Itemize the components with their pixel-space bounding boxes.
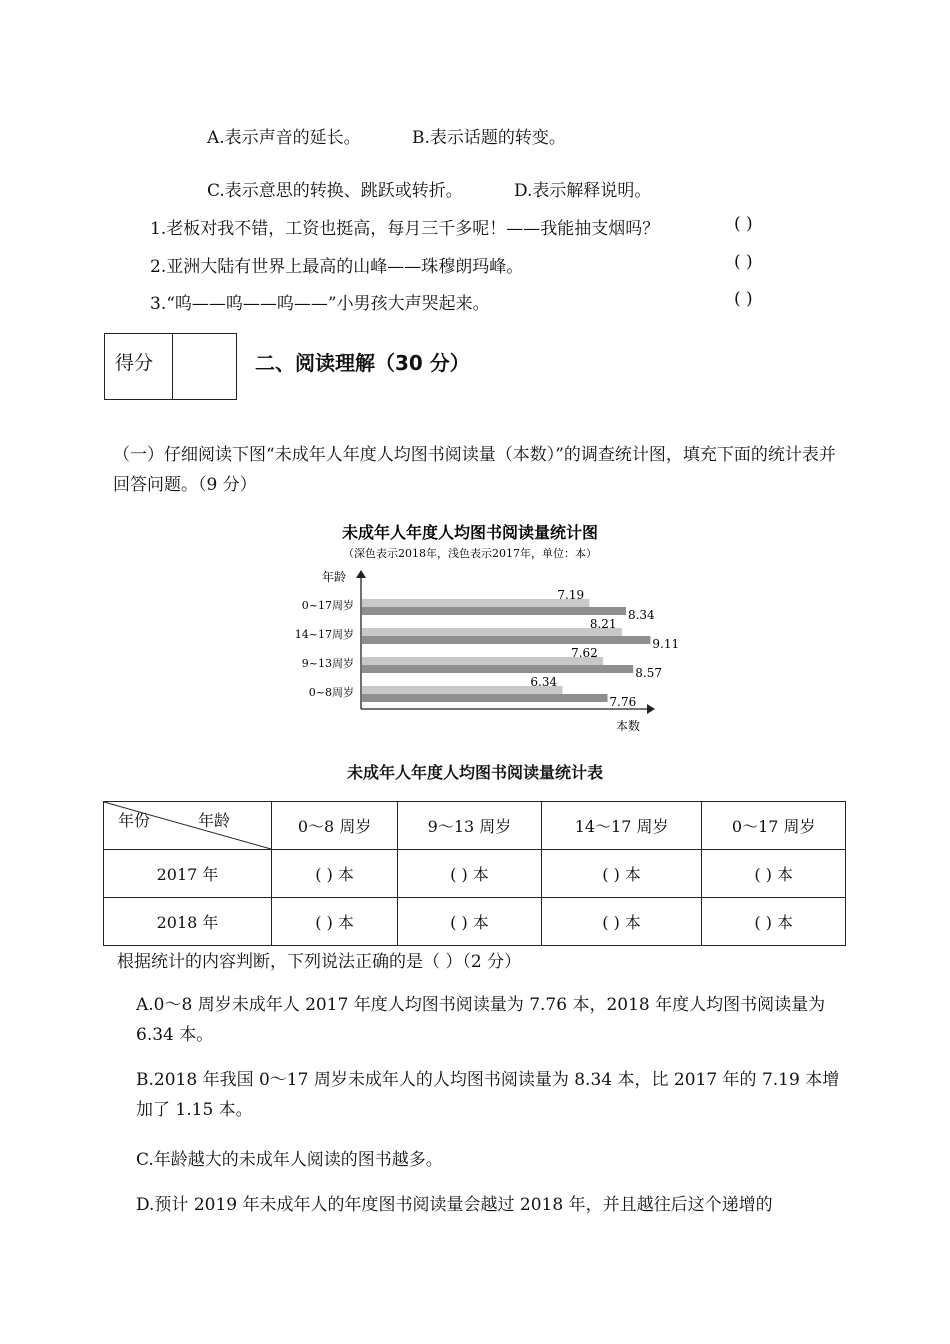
- bar-value-label: 6.34: [530, 675, 558, 689]
- chart-subtitle: （深色表示2018年，浅色表示2017年，单位：本）: [343, 547, 597, 560]
- option-d: D.表示解释说明。: [514, 181, 652, 201]
- judge-question: 根据统计的内容判断，下列说法正确的是（ ）（2 分）: [117, 952, 522, 972]
- column-header: 14～17 周岁: [541, 802, 702, 850]
- bar-2018-1: [362, 636, 650, 644]
- bar-value-label: 7.62: [571, 646, 598, 660]
- chart-y-label: 年龄: [322, 570, 347, 584]
- fill-blank-cell[interactable]: ( ) 本: [702, 850, 846, 898]
- fill-blank-cell[interactable]: ( ) 本: [272, 898, 398, 946]
- reading-chart: [270, 512, 680, 740]
- stats-table: [103, 801, 846, 946]
- column-header: 9～13 周岁: [398, 802, 542, 850]
- bar-value-label: 8.57: [635, 666, 662, 680]
- bar-value-label: 9.11: [652, 637, 680, 651]
- bar-2017-1: [362, 628, 622, 636]
- chart-x-label: 本数: [616, 719, 641, 733]
- fill-blank-cell[interactable]: ( ) 本: [398, 898, 542, 946]
- bar-2018-2: [362, 665, 633, 673]
- question-2-blank[interactable]: ( ): [734, 252, 753, 272]
- fill-blank-cell[interactable]: ( ) 本: [702, 898, 846, 946]
- category-label: 0~17周岁: [301, 599, 354, 612]
- bar-2018-0: [362, 607, 626, 615]
- table-row: [104, 898, 846, 946]
- question-3: 3.“呜——呜——呜——”小男孩大声哭起来。: [150, 294, 490, 314]
- row-year: 2018 年: [104, 898, 272, 946]
- score-divider: [172, 334, 173, 399]
- score-box: [104, 333, 237, 400]
- table-row: [104, 850, 846, 898]
- reading-intro: （一）仔细阅读下图“未成年人年度人均图书阅读量（本数）”的调查统计图，填充下面的统计表并回答问题。（9 分）: [113, 445, 836, 495]
- bar-2017-0: [362, 599, 589, 607]
- question-2: 2.亚洲大陆有世界上最高的山峰——珠穆朗玛峰。: [150, 257, 524, 277]
- bar-value-label: 8.21: [589, 617, 617, 631]
- choice-b[interactable]: B.2018 年我国 0～17 周岁未成年人的人均图书阅读量为 8.34 本，比 2017 年的 7.19 本增加了 1.15 本。: [136, 1070, 840, 1120]
- category-label: 9~13周岁: [301, 657, 354, 670]
- row-year: 2017 年: [104, 850, 272, 898]
- column-header: 0～8 周岁: [272, 802, 398, 850]
- choice-d[interactable]: D.预计 2019 年未成年人的年度图书阅读量会越过 2018 年，并且越往后这个递增的: [136, 1195, 773, 1215]
- score-label: 得分: [115, 352, 154, 374]
- question-1-blank[interactable]: ( ): [734, 214, 753, 234]
- bar-value-label: 7.19: [557, 588, 585, 602]
- section-title: 二、阅读理解（30 分）: [255, 351, 470, 375]
- chart-y-axis-arrow: [356, 570, 366, 578]
- fill-blank-cell[interactable]: ( ) 本: [398, 850, 542, 898]
- option-a: A.表示声音的延长。: [207, 128, 361, 148]
- column-header: 0～17 周岁: [702, 802, 846, 850]
- bar-value-label: 7.76: [609, 695, 637, 709]
- category-label: 14~17周岁: [294, 628, 354, 641]
- chart-title: 未成年人年度人均图书阅读量统计图: [341, 523, 599, 542]
- chart-x-axis-arrow: [647, 704, 655, 714]
- option-b: B.表示话题的转变。: [412, 128, 566, 148]
- fill-blank-cell[interactable]: ( ) 本: [541, 850, 702, 898]
- category-label: 0~8周岁: [308, 686, 354, 699]
- option-c: C.表示意思的转换、跳跃或转折。: [207, 181, 463, 201]
- bar-2017-2: [362, 657, 603, 665]
- bar-value-label: 8.34: [627, 608, 655, 622]
- corner-age-label: 年龄: [198, 811, 231, 830]
- fill-blank-cell[interactable]: ( ) 本: [541, 898, 702, 946]
- question-3-blank[interactable]: ( ): [734, 289, 753, 309]
- corner-year-label: 年份: [118, 811, 151, 830]
- fill-blank-cell[interactable]: ( ) 本: [272, 850, 398, 898]
- question-1: 1.老板对我不错，工资也挺高，每月三千多呢！——我能抽支烟吗？: [150, 219, 660, 239]
- table-title: 未成年人年度人均图书阅读量统计表: [346, 763, 603, 782]
- table-corner-cell: [104, 802, 272, 850]
- bar-2018-3: [362, 694, 608, 702]
- choice-c[interactable]: C.年龄越大的未成年人阅读的图书越多。: [136, 1150, 443, 1170]
- choice-a[interactable]: A.0～8 周岁未成年人 2017 年度人均图书阅读量为 7.76 本，2018 年度人均图书阅读量为 6.34 本。: [136, 995, 826, 1045]
